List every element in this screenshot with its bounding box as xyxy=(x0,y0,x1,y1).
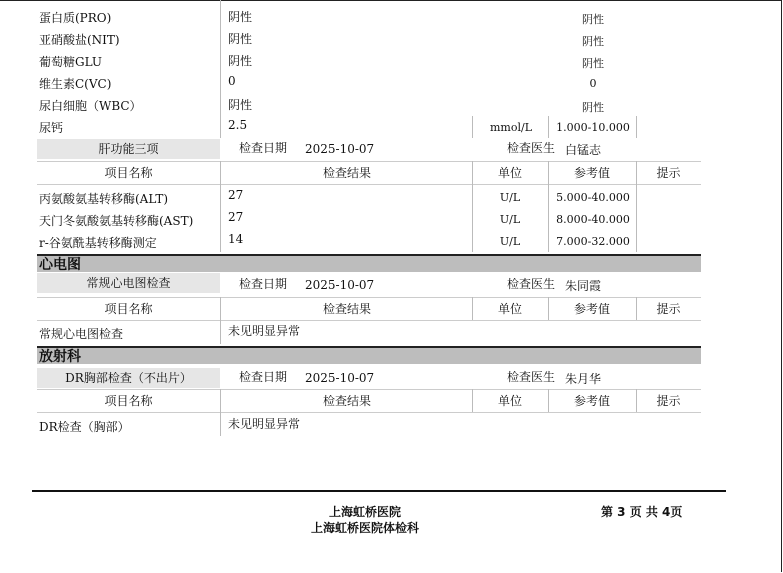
divider xyxy=(37,161,701,162)
item-reference: 0 xyxy=(589,77,597,90)
divider xyxy=(220,389,221,436)
item-result: 14 xyxy=(228,232,244,246)
item-reference: 阴性 xyxy=(582,101,604,114)
section-title: 心电图 xyxy=(37,254,701,272)
doctor-label: 检查医生 xyxy=(507,370,556,384)
date-label: 检查日期 xyxy=(239,370,288,384)
header-item: 项目名称 xyxy=(104,394,153,408)
group-label: 肝功能三项 xyxy=(37,139,220,159)
divider xyxy=(37,297,701,298)
divider xyxy=(220,297,221,344)
group-label: 常规心电图检查 xyxy=(37,273,220,293)
department-name: 上海虹桥医院体检科 xyxy=(310,521,419,535)
divider xyxy=(472,297,473,320)
divider xyxy=(37,320,701,321)
divider xyxy=(636,116,637,138)
header-hint: 提示 xyxy=(656,394,681,408)
item-result: 27 xyxy=(228,210,244,224)
item-name: 葡萄糖GLU xyxy=(39,55,103,69)
item-result: 阴性 xyxy=(228,10,253,24)
hospital-name: 上海虹桥医院 xyxy=(328,505,401,519)
item-unit: U/L xyxy=(499,235,521,248)
header-item: 项目名称 xyxy=(104,302,153,316)
item-reference: 阴性 xyxy=(582,35,604,48)
item-name: 尿钙 xyxy=(39,121,64,135)
header-result: 检查结果 xyxy=(322,394,371,408)
item-name: 尿白细胞（WBC） xyxy=(39,99,142,113)
item-reference: 7.000-32.000 xyxy=(556,235,630,248)
exam-date: 2025-10-07 xyxy=(305,371,375,385)
item-name: 蛋白质(PRO) xyxy=(39,11,112,25)
header-item: 项目名称 xyxy=(104,166,153,180)
item-unit: U/L xyxy=(499,191,521,204)
doctor-label: 检查医生 xyxy=(507,141,556,155)
divider xyxy=(37,389,701,390)
doctor-name: 朱月华 xyxy=(565,372,602,386)
item-result: 未见明显异常 xyxy=(228,417,301,431)
item-name: r-谷氨酰基转移酶测定 xyxy=(39,236,157,250)
divider xyxy=(472,116,473,138)
divider xyxy=(548,297,549,320)
item-reference: 5.000-40.000 xyxy=(556,191,630,204)
item-reference: 1.000-10.000 xyxy=(556,121,630,134)
divider xyxy=(220,161,221,252)
header-unit: 单位 xyxy=(497,394,522,408)
exam-date: 2025-10-07 xyxy=(305,142,375,156)
divider xyxy=(472,389,473,412)
item-name: 常规心电图检查 xyxy=(39,327,124,341)
item-name: 亚硝酸盐(NIT) xyxy=(39,33,120,47)
header-hint: 提示 xyxy=(656,166,681,180)
item-result: 阴性 xyxy=(228,54,253,68)
header-unit: 单位 xyxy=(497,166,522,180)
item-unit: U/L xyxy=(499,213,521,226)
item-result: 未见明显异常 xyxy=(228,324,301,338)
date-label: 检查日期 xyxy=(239,277,288,291)
item-name: DR检查（胸部） xyxy=(39,420,130,434)
divider xyxy=(548,389,549,412)
doctor-name: 白锰志 xyxy=(565,143,602,157)
divider xyxy=(636,297,637,320)
item-name: 天门冬氨酸氨基转移酶(AST) xyxy=(39,214,194,228)
date-label: 检查日期 xyxy=(239,141,288,155)
item-result: 阴性 xyxy=(228,32,253,46)
header-result: 检查结果 xyxy=(322,302,371,316)
item-result: 2.5 xyxy=(228,118,248,132)
divider xyxy=(37,412,701,413)
exam-date: 2025-10-07 xyxy=(305,278,375,292)
doctor-label: 检查医生 xyxy=(507,277,556,291)
header-reference: 参考值 xyxy=(573,394,610,408)
item-result: 27 xyxy=(228,188,244,202)
divider xyxy=(37,184,701,185)
header-reference: 参考值 xyxy=(573,302,610,316)
item-reference: 阴性 xyxy=(582,57,604,70)
item-result: 阴性 xyxy=(228,98,253,112)
item-name: 丙氨酸氨基转移酶(ALT) xyxy=(39,192,169,206)
item-reference: 8.000-40.000 xyxy=(556,213,630,226)
header-unit: 单位 xyxy=(497,302,522,316)
footer-rule xyxy=(32,490,726,492)
section-title: 放射科 xyxy=(37,346,701,364)
header-hint: 提示 xyxy=(656,302,681,316)
divider xyxy=(636,389,637,412)
item-name: 维生素C(VC) xyxy=(39,77,112,91)
divider xyxy=(220,0,221,138)
group-label: DR胸部检查（不出片） xyxy=(37,368,220,388)
item-unit: mmol/L xyxy=(489,121,532,134)
header-result: 检查结果 xyxy=(322,166,371,180)
doctor-name: 朱同霞 xyxy=(565,279,602,293)
item-result: 0 xyxy=(228,74,236,88)
page-number: 第 3 页 共 4页 xyxy=(601,505,683,519)
item-reference: 阴性 xyxy=(582,13,604,26)
header-reference: 参考值 xyxy=(573,166,610,180)
